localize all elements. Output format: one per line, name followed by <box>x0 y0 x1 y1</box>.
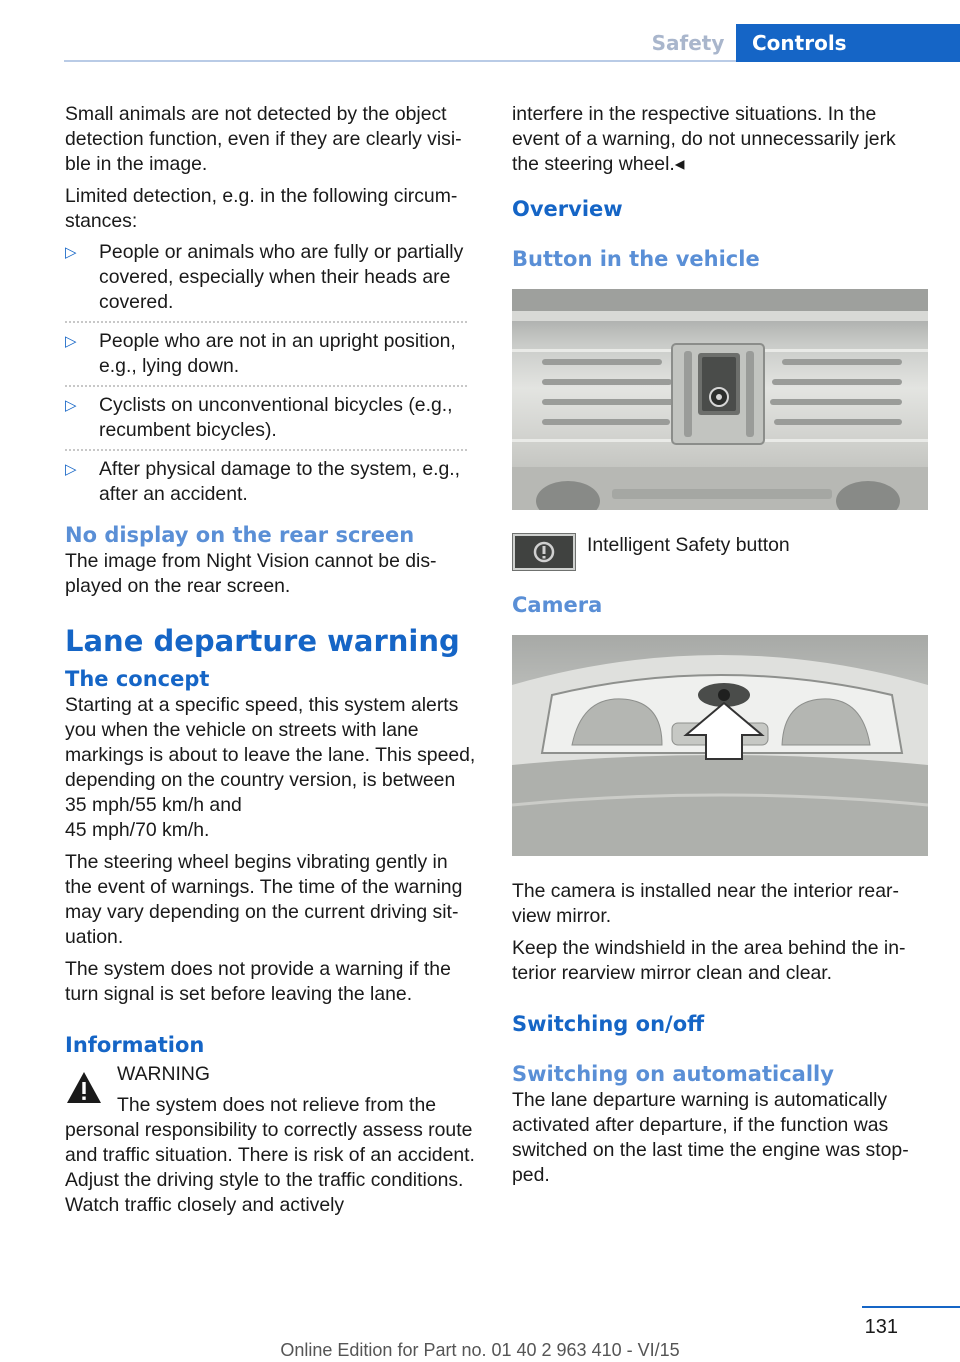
list-item: ▷ People who are not in an upright position, e.g., lying down. <box>65 330 456 377</box>
warning-triangle-icon <box>65 1069 103 1107</box>
list-item: ▷ After physical damage to the system, e.g., after an accident. <box>65 458 461 505</box>
paragraph: Keep the windshield in the area behind the interior rearview mirror clean and clear. <box>512 937 906 984</box>
left-column <box>65 102 477 1218</box>
subheading-concept: The concept <box>65 667 210 691</box>
list-item: ▷ People or animals who are fully or partially covered, especially when their heads are covered. <box>65 241 464 313</box>
figure-caption <box>512 533 928 579</box>
subheading-switching: Switching on/off <box>512 1012 705 1036</box>
warning-block <box>65 1061 477 1218</box>
paragraph: The image from Night Vision cannot be displayed on the rear screen. <box>65 550 437 597</box>
right-column <box>512 102 928 1188</box>
paragraph: Small animals are not detected by the object detection function, even if they are clearly visible in the image. <box>65 103 462 175</box>
section-title-lane-departure: Lane departure warning <box>65 624 460 658</box>
caption-text: Intelligent Safety button <box>587 534 790 556</box>
triangle-bullet-icon: ▷ <box>65 397 77 414</box>
list-item: ▷ Cyclists on unconventional bicycles (e.g., recumbent bicycles). <box>65 394 453 441</box>
paragraph: The camera is installed near the interior rearview mirror. <box>512 880 899 927</box>
paragraph: interfere in the respective situations. In the event of a warning, do not unnecessarily jerk the steering wheel.◂ <box>512 103 896 175</box>
intelligent-safety-button-icon <box>512 533 576 571</box>
subheading-overview: Overview <box>512 197 623 221</box>
list-divider <box>65 449 469 451</box>
camera-figure <box>512 635 928 856</box>
footer-rule <box>862 1306 960 1308</box>
paragraph: The lane departure warning is automatically activated after departure, if the function was switched on the last time the engine was stopped. <box>512 1089 909 1186</box>
bullet-list <box>65 240 477 507</box>
section-tab-controls[interactable]: Controls <box>736 24 960 62</box>
warning-text: personal responsibility to correctly assess route and traffic situation. There is risk of an accident. Adjust the driving style to the traffic conditions. Watch traffic closely and actively <box>65 1119 475 1216</box>
triangle-bullet-icon: ▷ <box>65 333 77 350</box>
subheading-camera: Camera <box>512 593 603 617</box>
dashboard-button-figure <box>512 289 928 510</box>
subheading-information: Information <box>65 1033 205 1057</box>
page-number: 131 <box>864 1316 898 1338</box>
list-divider <box>65 385 469 387</box>
warning-text: The system does not relieve from the <box>117 1094 437 1116</box>
paragraph: 45 mph/70 km/h. <box>65 819 210 841</box>
paragraph: The steering wheel begins vibrating gently in the event of warnings. The time of the warning may vary depending on the current driving situation. <box>65 851 463 948</box>
subheading-rear-screen: No display on the rear screen <box>65 523 415 547</box>
triangle-bullet-icon: ▷ <box>65 461 77 478</box>
paragraph: Starting at a specific speed, this system alerts you when the vehicle on streets with lane markings is about to leave the lane. This speed, depending on the country version, is between 35 mph/55 km/h and <box>65 694 476 816</box>
warning-label: WARNING <box>117 1063 210 1085</box>
paragraph: The system does not provide a warning if the turn signal is set before leaving the lane. <box>65 958 451 1005</box>
edition-footer: Online Edition for Part no. 01 40 2 963 410 - VI/15 <box>280 1340 680 1360</box>
subheading-button-in-vehicle: Button in the vehicle <box>512 247 760 271</box>
section-tab-safety[interactable]: Safety <box>651 31 725 55</box>
triangle-bullet-icon: ▷ <box>65 244 77 261</box>
paragraph: Limited detection, e.g. in the following circumstances: <box>65 185 458 232</box>
list-divider <box>65 321 469 323</box>
subheading-switching-auto: Switching on automatically <box>512 1062 834 1086</box>
